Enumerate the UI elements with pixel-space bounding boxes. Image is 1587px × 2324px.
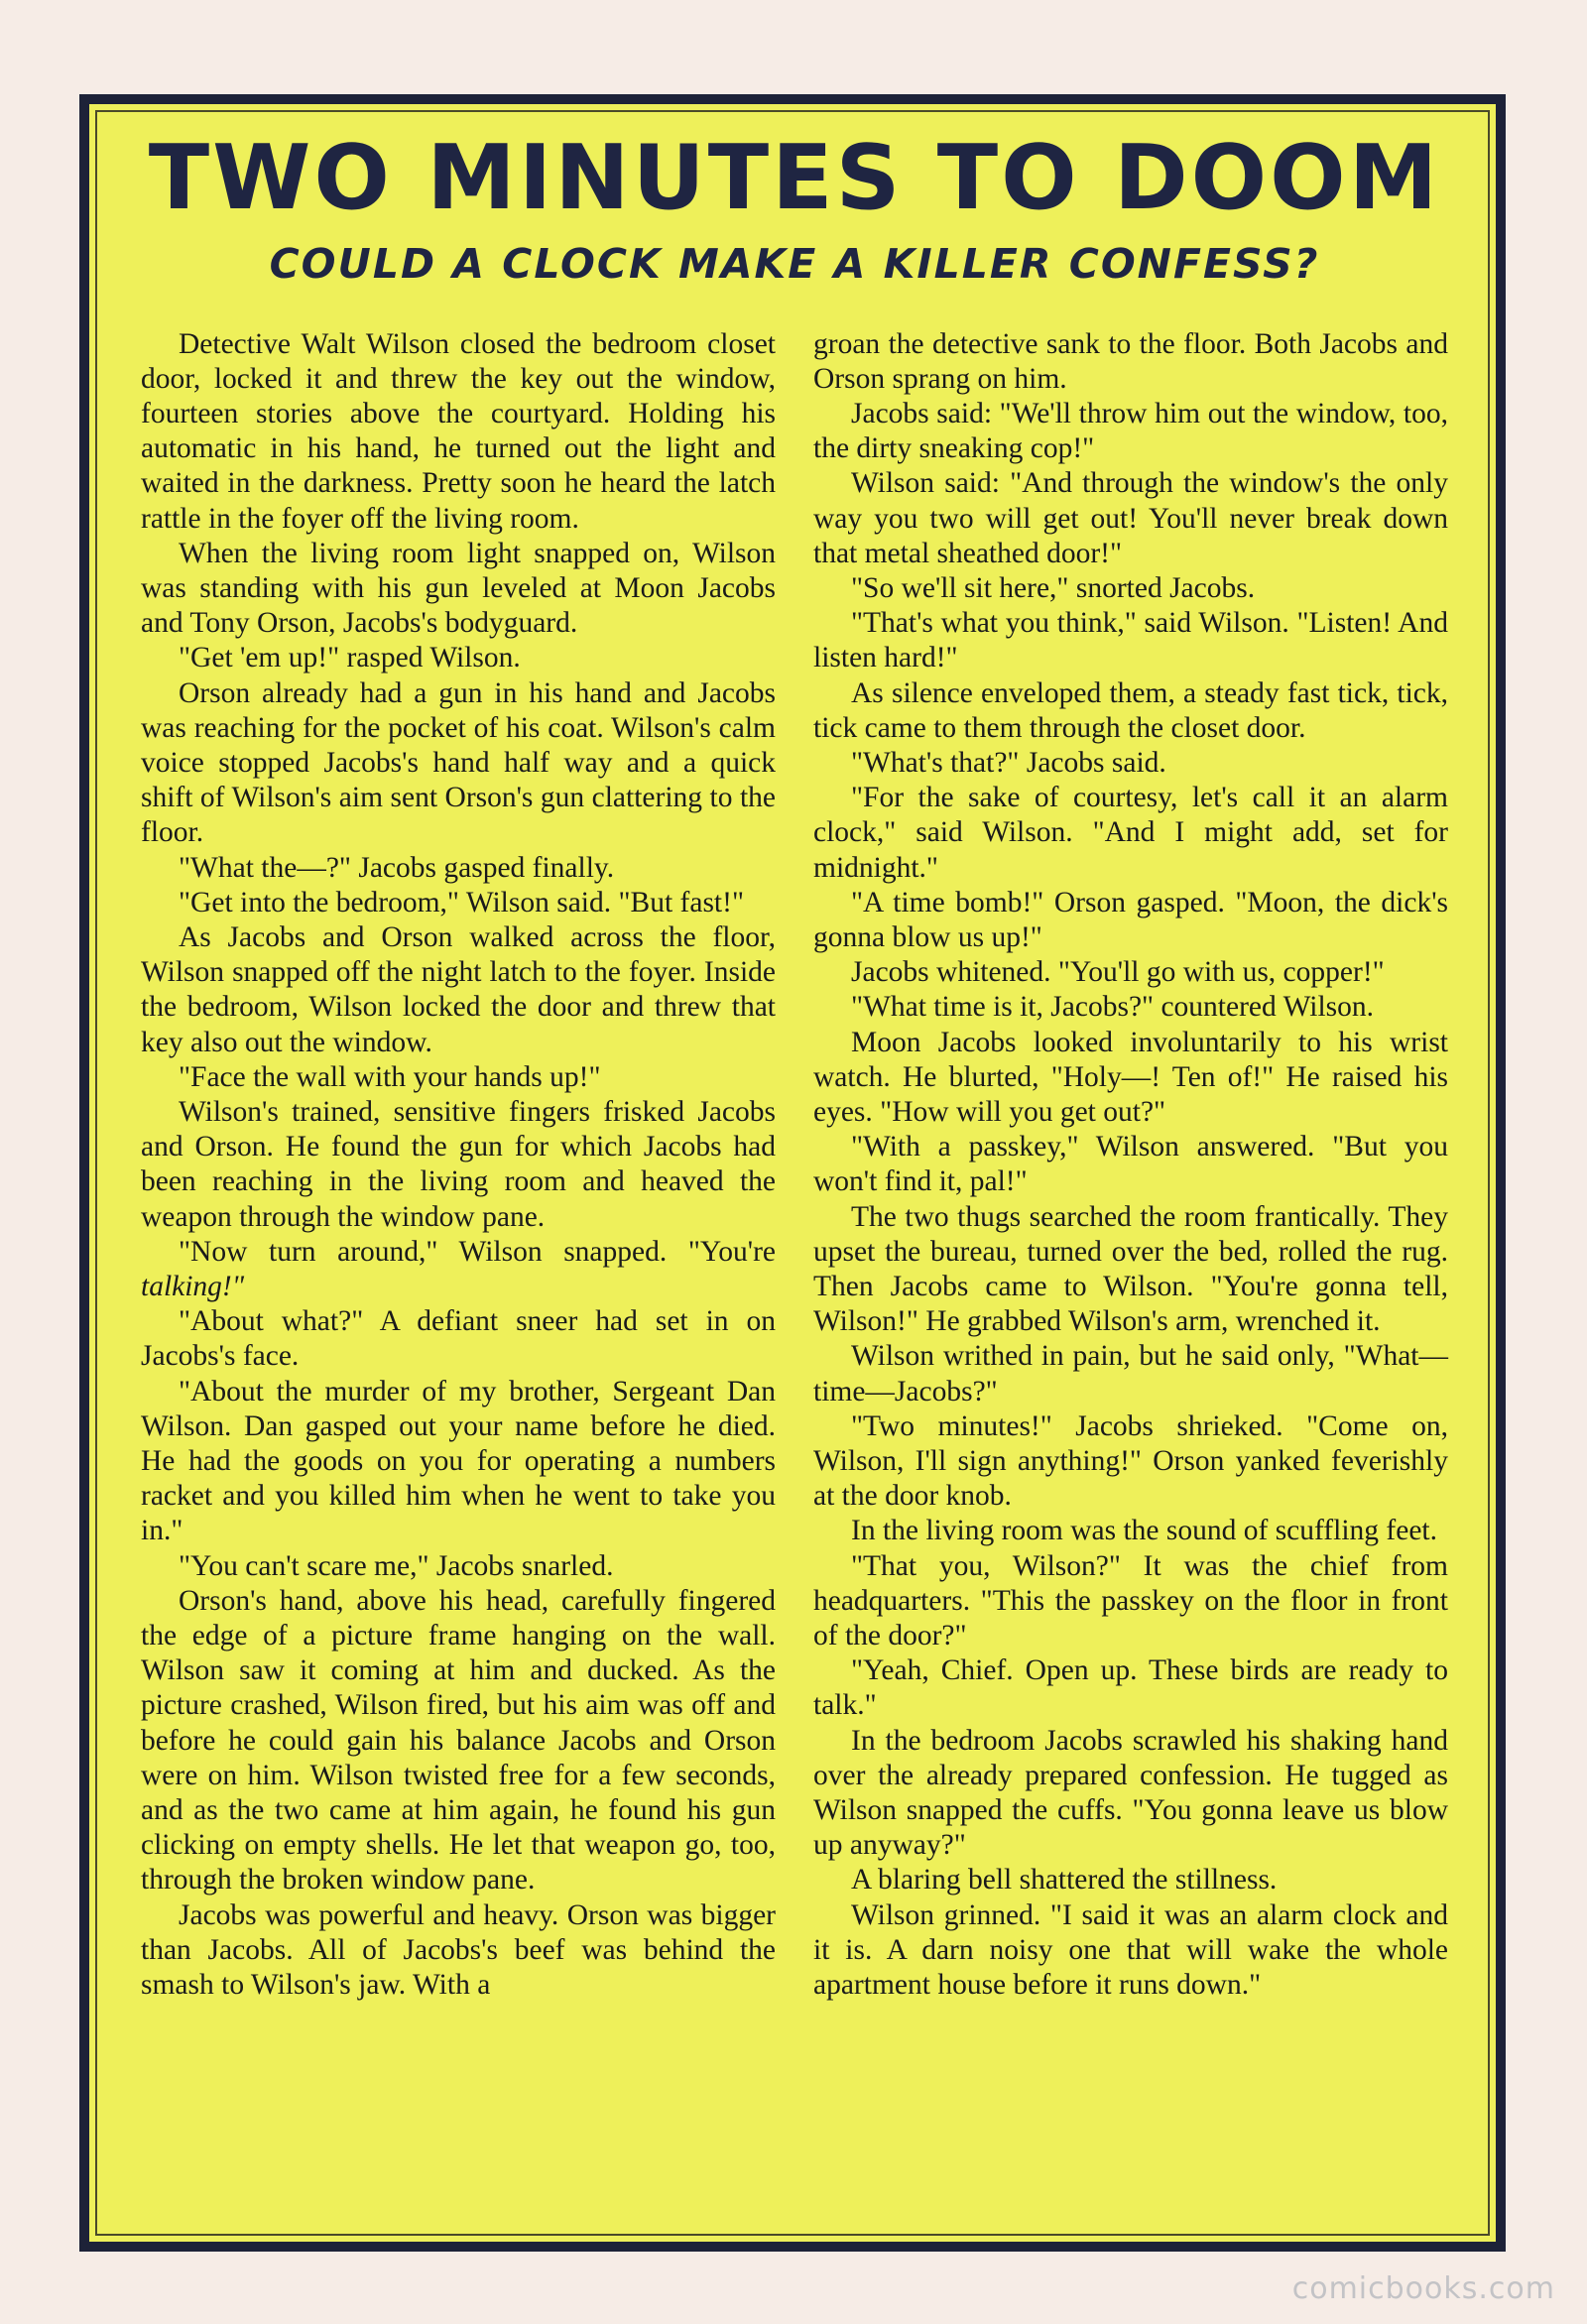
paragraph: "About the murder of my brother, Sergeant Dan Wilson. Dan gasped out your name before he died. He had the goods on you for operating a numbers racket and you killed him when he went to take you in." xyxy=(141,1375,776,1547)
story-subtitle: COULD A CLOCK MAKE A KILLER CONFESS? xyxy=(269,239,1320,288)
paragraph: "So we'll sit here," snorted Jacobs. xyxy=(851,571,1256,604)
text-columns xyxy=(141,327,1448,2004)
paragraph: "What the—?" Jacobs gasped finally. xyxy=(179,851,615,884)
paragraph: Detective Walt Wilson closed the bedroom closet door, locked it and threw the key out the window, fourteen stories above the courtyard. Holding his automatic in his hand, he turned out the light and waited in the darkness. Pretty soon he heard the latch rattle in the foyer off the living room. xyxy=(141,327,776,535)
paragraph: "What time is it, Jacobs?" countered Wilson. xyxy=(851,991,1375,1024)
paragraph: Wilson's trained, sensitive fingers frisked Jacobs and Orson. He found the gun for which Jacobs had been reaching in the living room and heaved the weapon through the window pane. xyxy=(141,1095,776,1233)
right-column xyxy=(813,327,1448,2004)
left-column xyxy=(141,327,776,2004)
paragraph: Orson's hand, above his head, carefully fingered the edge of a picture frame hanging on the wall. Wilson saw it coming at him and ducked. As the picture crashed, Wilson fired, but his aim was off and before he could gain his balance Jacobs and Orson were on him. Wilson twisted free for a few seconds, and as the two came at him again, he found his gun clicking on empty shells. He let that weapon go, too, through the broken window pane. xyxy=(141,1584,776,1896)
paragraph: Wilson writhed in pain, but he said only, "What—time—Jacobs?" xyxy=(813,1340,1448,1407)
paragraph: Wilson said: "And through the window's the only way you two will get out! You'll never break down that metal sheathed door!" xyxy=(813,467,1448,569)
paragraph: When the living room light snapped on, Wilson was standing with his gun leveled at Moon Jacobs and Tony Orson, Jacobs's bodyguard. xyxy=(141,537,776,640)
paragraph: "Two minutes!" Jacobs shrieked. "Come on, Wilson, I'll sign anything!" Orson yanked feverishly at the door knob. xyxy=(813,1409,1448,1513)
paragraph: "That's what you think," said Wilson. "Listen! And listen hard!" xyxy=(813,607,1448,674)
paragraph: In the living room was the sound of scuffling feet. xyxy=(851,1515,1437,1547)
paragraph xyxy=(141,1235,776,1304)
paragraph: Jacobs whitened. "You'll go with us, copper!" xyxy=(851,956,1385,989)
paragraph: "That you, Wilson?" It was the chief from headquarters. "This the passkey on the floor in front of the door?" xyxy=(813,1549,1448,1652)
paragraph: "For the sake of courtesy, let's call it an alarm clock," said Wilson. "And I might add, set for midnight." xyxy=(813,782,1448,884)
paragraph: "Face the wall with your hands up!" xyxy=(179,1060,601,1093)
paragraph: "Yeah, Chief. Open up. These birds are ready to talk." xyxy=(813,1654,1448,1722)
paragraph: "What's that?" Jacobs said. xyxy=(851,746,1166,779)
paragraph: Wilson grinned. "I said it was an alarm clock and it is. A darn noisy one that will wake the whole apartment house before it runs down." xyxy=(813,1898,1448,2002)
italic-emphasis: talking!" xyxy=(141,1270,245,1302)
paragraph-continued: groan the detective sank to the floor. Both Jacobs and Orson sprang on him. xyxy=(813,327,1448,395)
paragraph: As Jacobs and Orson walked across the floor, Wilson snapped off the night latch to the foyer. Inside the bedroom, Wilson locked the door and threw that key also out the window. xyxy=(141,920,776,1058)
paragraph: Moon Jacobs looked involuntarily to his wrist watch. He blurted, "Holy—! Ten of!" He raised his eyes. "How will you get out?" xyxy=(813,1026,1448,1128)
paragraph: Jacobs said: "We'll throw him out the window, too, the dirty sneaking cop!" xyxy=(813,397,1448,465)
story-panel xyxy=(79,94,1506,2252)
paragraph: "Get 'em up!" rasped Wilson. xyxy=(179,642,521,674)
paragraph-text: "Now turn around," Wilson snapped. "You're xyxy=(179,1235,776,1268)
paragraph: In the bedroom Jacobs scrawled his shaking hand over the already prepared confession. He tugged as Wilson snapped the cuffs. "You gonna leave us blow up anyway?" xyxy=(813,1724,1448,1862)
story-title: TWO MINUTES TO DOOM xyxy=(148,126,1441,230)
paragraph: As silence enveloped them, a steady fast tick, tick, tick came to them through the closet door. xyxy=(813,676,1448,744)
paragraph: A blaring bell shattered the stillness. xyxy=(851,1864,1278,1896)
paragraph: "Get into the bedroom," Wilson said. "But fast!" xyxy=(179,886,744,918)
paragraph: The two thugs searched the room frantically. They upset the bureau, turned over the bed, rolled the rug. Then Jacobs came to Wilson. "You're gonna tell, Wilson!" He grabbed Wilson's arm, wrenched it. xyxy=(813,1200,1448,1338)
paragraph: "With a passkey," Wilson answered. "But you won't find it, pal!" xyxy=(813,1131,1448,1198)
paragraph: Jacobs was powerful and heavy. Orson was bigger than Jacobs. All of Jacobs's beef was behind the smash to Wilson's jaw. With a xyxy=(141,1898,776,2002)
paragraph: "You can't scare me," Jacobs snarled. xyxy=(179,1549,614,1582)
paragraph: Orson already had a gun in his hand and Jacobs was reaching for the pocket of his coat. Wilson's calm voice stopped Jacobs's hand half way and a quick shift of Wilson's aim sent Orson's gun clattering to the floor. xyxy=(141,676,776,849)
paragraph: "A time bomb!" Orson gasped. "Moon, the dick's gonna blow us up!" xyxy=(813,886,1448,953)
site-watermark: comicbooks.com xyxy=(1291,2271,1555,2306)
paragraph: "About what?" A defiant sneer had set in on Jacobs's face. xyxy=(141,1305,776,1373)
